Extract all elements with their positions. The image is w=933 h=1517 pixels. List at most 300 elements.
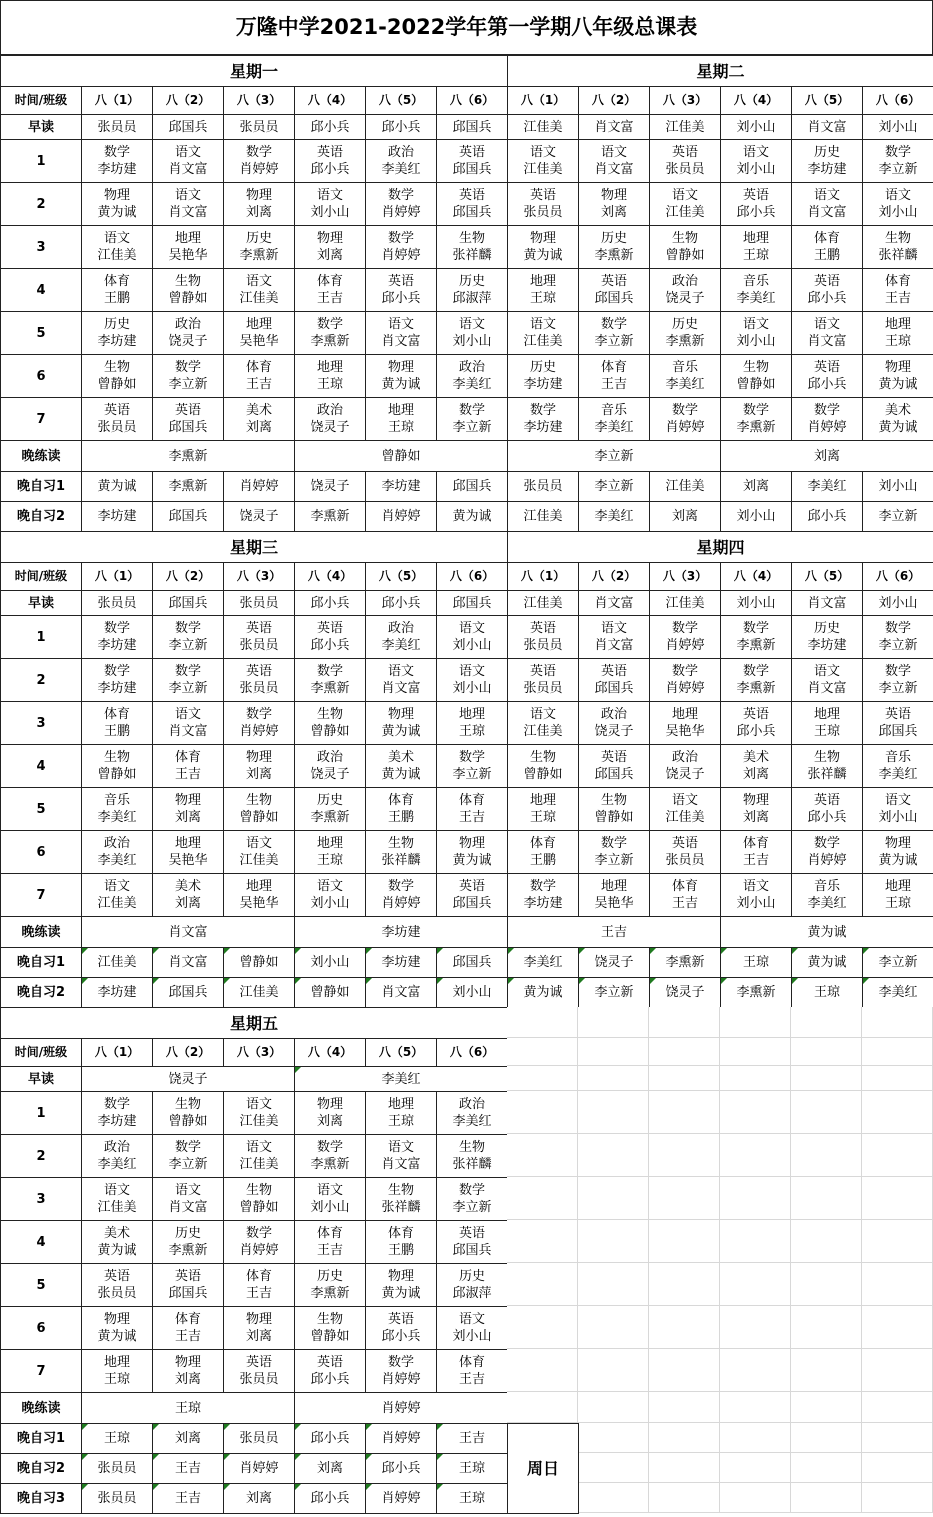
self-study-teacher-text: 饶灵子	[310, 479, 350, 494]
self-study-teacher	[294, 977, 366, 1008]
lesson-cell-subject: 物理	[529, 231, 556, 246]
lesson-cell-teacher: 邱小兵	[807, 291, 847, 306]
lesson-cell-subject: 英语	[529, 664, 556, 679]
self-study-teacher-text: 张员员	[97, 1461, 137, 1476]
lesson-cell-subject: 物理	[245, 750, 272, 765]
lesson-cell-teacher: 王琼	[316, 853, 343, 868]
lesson-cell-subject: 数学	[245, 1226, 272, 1241]
lesson-cell	[81, 268, 153, 312]
self-study-teacher-text: 黄为诚	[807, 955, 847, 970]
lesson-cell	[791, 787, 863, 831]
lesson-cell-teacher: 张祥麟	[878, 248, 918, 263]
lesson-cell-subject: 地理	[316, 360, 343, 375]
lesson-cell-subject: 体育	[174, 1312, 201, 1327]
self-study-teacher-text: 饶灵子	[594, 955, 634, 970]
lesson-cell-subject: 地理	[742, 231, 769, 246]
lesson-cell	[294, 873, 366, 917]
lesson-cell-subject: 语文	[742, 879, 769, 894]
lesson-cell-teacher: 王琼	[884, 896, 911, 911]
early-reading-teacher-text: 邱国兵	[168, 595, 208, 611]
lesson-cell-teacher: 黄为诚	[452, 853, 492, 868]
lesson-cell-subject: 地理	[813, 707, 840, 722]
lesson-cell-subject: 语文	[884, 188, 911, 203]
lesson-cell-teacher: 李坊建	[807, 162, 847, 177]
lesson-cell-subject: 数学	[813, 836, 840, 851]
lesson-cell	[81, 830, 153, 874]
lesson-cell-teacher: 刘离	[742, 767, 769, 782]
lesson-cell-subject: 地理	[884, 879, 911, 894]
lesson-cell-teacher: 邱小兵	[381, 1329, 421, 1344]
lesson-cell	[152, 182, 224, 226]
lesson-cell-subject: 英语	[600, 274, 627, 289]
lesson-cell-teacher: 曾静如	[239, 810, 279, 825]
self-study-teacher-text: 邱国兵	[168, 985, 208, 1000]
lesson-cell	[152, 139, 224, 183]
lesson-cell	[649, 744, 721, 788]
class-header	[507, 562, 579, 591]
self-study-teacher-text: 李立新	[878, 955, 918, 970]
class-header-text: 八（3）	[236, 93, 282, 107]
lesson-cell-subject: 语文	[529, 317, 556, 332]
period-label-text: 3	[36, 715, 46, 731]
empty-grid-cell	[507, 1220, 578, 1263]
lesson-cell	[223, 701, 295, 745]
lesson-cell-teacher: 刘离	[174, 810, 201, 825]
empty-grid-cell	[862, 1134, 933, 1177]
self-study-teacher	[365, 1453, 437, 1484]
empty-grid-cell	[791, 1177, 862, 1220]
lesson-cell-subject: 数学	[174, 360, 201, 375]
lesson-cell	[223, 1134, 295, 1178]
lesson-cell-teacher: 饶灵子	[665, 767, 705, 782]
lesson-cell-teacher: 肖文富	[168, 1200, 208, 1215]
empty-grid-cell	[578, 1392, 649, 1423]
lesson-cell	[365, 182, 437, 226]
self-study-teacher-text: 张员员	[523, 479, 563, 494]
lesson-cell	[294, 701, 366, 745]
lesson-cell	[649, 225, 721, 269]
self-study-teacher	[436, 471, 508, 502]
lesson-cell-subject: 历史	[813, 621, 840, 636]
self-study-teacher-text: 李坊建	[97, 985, 137, 1000]
lesson-cell-teacher: 饶灵子	[310, 420, 350, 435]
lesson-cell-subject: 生物	[174, 1097, 201, 1112]
lesson-cell-subject: 物理	[103, 1312, 130, 1327]
lesson-cell	[720, 354, 792, 398]
lesson-cell	[578, 225, 650, 269]
early-reading-teacher-text: 肖文富	[594, 119, 634, 135]
row-label-early-text: 早读	[27, 119, 54, 135]
period-label	[0, 225, 82, 269]
lesson-cell-subject: 语文	[174, 188, 201, 203]
lesson-cell-subject: 语文	[600, 621, 627, 636]
lesson-cell-subject: 英语	[458, 879, 485, 894]
lesson-cell-teacher: 曾静如	[594, 810, 634, 825]
lesson-cell-subject: 物理	[316, 231, 343, 246]
lesson-cell	[649, 701, 721, 745]
lesson-cell-subject: 物理	[742, 793, 769, 808]
lesson-cell-subject: 数学	[884, 664, 911, 679]
empty-grid-cell	[649, 1177, 720, 1220]
lesson-cell-teacher: 肖文富	[168, 162, 208, 177]
lesson-cell-teacher: 刘离	[245, 1329, 272, 1344]
class-header	[720, 562, 792, 591]
lesson-cell	[223, 268, 295, 312]
self-study-teacher	[578, 501, 650, 532]
lesson-cell	[223, 658, 295, 702]
lesson-cell-subject: 体育	[316, 1226, 343, 1241]
lesson-cell	[507, 873, 579, 917]
class-header-text: 八（5）	[804, 93, 850, 107]
self-study-teacher-text: 李立新	[594, 479, 634, 494]
lesson-cell-subject: 数学	[245, 707, 272, 722]
lesson-cell-teacher: 李熏新	[168, 1243, 208, 1258]
lesson-cell	[436, 311, 508, 355]
lesson-cell-subject: 数学	[600, 317, 627, 332]
day-header	[0, 55, 508, 87]
lesson-cell-teacher: 王琼	[387, 1114, 414, 1129]
lesson-cell-teacher: 张员员	[665, 853, 705, 868]
self-study-teacher-text: 刘离	[316, 1461, 343, 1476]
lesson-cell-teacher: 刘小山	[452, 334, 492, 349]
lesson-cell	[223, 787, 295, 831]
self-study-teacher	[81, 1423, 153, 1454]
lesson-cell	[152, 1091, 224, 1135]
self-study-teacher-text: 王琼	[458, 1461, 485, 1476]
early-reading-teacher	[862, 590, 933, 616]
lesson-cell-subject: 体育	[316, 274, 343, 289]
lesson-cell-subject: 体育	[742, 836, 769, 851]
self-study-teacher	[223, 1453, 295, 1484]
empty-grid-cell	[649, 1134, 720, 1177]
lesson-cell	[223, 1091, 295, 1135]
lesson-cell-teacher: 李熏新	[310, 334, 350, 349]
lesson-cell-subject: 地理	[529, 793, 556, 808]
lesson-cell-teacher: 李坊建	[97, 162, 137, 177]
lesson-cell-teacher: 张祥麟	[381, 1200, 421, 1215]
period-label	[0, 354, 82, 398]
lesson-cell	[436, 744, 508, 788]
lesson-cell-subject: 数学	[458, 403, 485, 418]
lesson-cell-teacher: 张祥麟	[452, 248, 492, 263]
lesson-cell-subject: 体育	[529, 836, 556, 851]
empty-grid-cell	[507, 1134, 578, 1177]
lesson-cell	[791, 701, 863, 745]
lesson-cell	[649, 311, 721, 355]
period-label	[0, 1134, 82, 1178]
lesson-cell	[720, 744, 792, 788]
lesson-cell-teacher: 曾静如	[97, 377, 137, 392]
empty-grid-cell	[791, 1349, 862, 1392]
period-label-text: 5	[36, 325, 46, 341]
class-header-text: 八（4）	[307, 93, 353, 107]
period-label	[0, 397, 82, 441]
self-study-teacher	[791, 947, 863, 978]
class-header	[223, 1038, 295, 1067]
early-reading-teacher-text: 李美红	[381, 1071, 421, 1087]
empty-grid-cell	[791, 1423, 862, 1453]
self-study-teacher-text: 黄为诚	[452, 509, 492, 524]
row-label-practice	[0, 1392, 82, 1424]
early-reading-teacher	[791, 114, 863, 140]
lesson-cell	[436, 1220, 508, 1264]
row-label-study1-text: 晚自习1	[16, 955, 66, 970]
lesson-cell-subject: 政治	[671, 750, 698, 765]
lesson-cell	[294, 397, 366, 441]
time-class-label-text: 时间/班级	[14, 93, 68, 107]
early-reading-teacher-text: 肖文富	[807, 595, 847, 611]
lesson-cell-teacher: 王吉	[600, 377, 627, 392]
self-study-teacher	[152, 1453, 224, 1484]
lesson-cell-subject: 历史	[813, 145, 840, 160]
class-header	[862, 86, 933, 115]
lesson-cell-teacher: 李美红	[736, 291, 776, 306]
lesson-cell-teacher: 张员员	[665, 162, 705, 177]
lesson-cell	[862, 701, 933, 745]
evening-practice-teacher-text: 曾静如	[381, 448, 421, 464]
self-study-teacher-text: 邱小兵	[310, 1431, 350, 1446]
lesson-cell	[507, 701, 579, 745]
lesson-cell	[81, 744, 153, 788]
lesson-cell	[365, 268, 437, 312]
early-reading-teacher-text: 张员员	[97, 595, 137, 611]
lesson-cell-teacher: 邱国兵	[168, 1286, 208, 1301]
lesson-cell	[720, 830, 792, 874]
self-study-teacher	[152, 977, 224, 1008]
lesson-cell	[294, 139, 366, 183]
lesson-cell-teacher: 王吉	[316, 291, 343, 306]
evening-practice-teacher	[81, 916, 295, 948]
lesson-cell-subject: 物理	[458, 836, 485, 851]
empty-grid-cell	[862, 1306, 933, 1349]
lesson-cell-subject: 语文	[245, 836, 272, 851]
period-label	[0, 830, 82, 874]
lesson-cell-subject: 历史	[600, 231, 627, 246]
lesson-cell-teacher: 王琼	[103, 1372, 130, 1387]
lesson-cell-teacher: 王鹏	[387, 1243, 414, 1258]
lesson-cell-teacher: 刘离	[174, 896, 201, 911]
lesson-cell-teacher: 李美红	[381, 162, 421, 177]
self-study-teacher-text: 刘离	[245, 1491, 272, 1506]
empty-grid-cell	[791, 1453, 862, 1483]
lesson-cell-teacher: 王吉	[245, 377, 272, 392]
self-study-teacher	[81, 501, 153, 532]
early-reading-teacher	[507, 590, 579, 616]
period-label	[0, 701, 82, 745]
lesson-cell-subject: 数学	[458, 750, 485, 765]
lesson-cell	[791, 311, 863, 355]
class-header-text: 八（1）	[520, 93, 566, 107]
lesson-cell-teacher: 李美红	[452, 377, 492, 392]
class-header	[649, 86, 721, 115]
lesson-cell	[81, 787, 153, 831]
lesson-cell	[436, 873, 508, 917]
self-study-teacher	[649, 471, 721, 502]
evening-practice-teacher	[507, 916, 721, 948]
lesson-cell-subject: 数学	[387, 231, 414, 246]
lesson-cell-teacher: 王吉	[245, 1286, 272, 1301]
self-study-teacher	[294, 1453, 366, 1484]
lesson-cell	[365, 1349, 437, 1393]
period-label-text: 6	[36, 844, 46, 860]
lesson-cell	[436, 830, 508, 874]
lesson-cell-teacher: 邱国兵	[452, 896, 492, 911]
lesson-cell-teacher: 李坊建	[807, 638, 847, 653]
period-label	[0, 1220, 82, 1264]
lesson-cell-teacher: 李立新	[452, 1200, 492, 1215]
lesson-cell-teacher: 李立新	[878, 681, 918, 696]
lesson-cell-teacher: 李熏新	[736, 681, 776, 696]
lesson-cell-teacher: 王鹏	[529, 853, 556, 868]
evening-practice-teacher-text: 肖文富	[168, 924, 208, 940]
lesson-cell-teacher: 肖婷婷	[381, 896, 421, 911]
class-header	[436, 1038, 508, 1067]
lesson-cell	[649, 397, 721, 441]
lesson-cell	[436, 1306, 508, 1350]
lesson-cell	[791, 397, 863, 441]
lesson-cell	[436, 615, 508, 659]
lesson-cell	[649, 139, 721, 183]
early-reading-teacher	[365, 114, 437, 140]
empty-grid-cell	[862, 1453, 933, 1483]
lesson-cell-subject: 历史	[316, 793, 343, 808]
lesson-cell-subject: 生物	[742, 360, 769, 375]
class-header	[507, 86, 579, 115]
lesson-cell	[862, 397, 933, 441]
period-label	[0, 615, 82, 659]
self-study-teacher	[294, 1483, 366, 1514]
lesson-cell	[152, 354, 224, 398]
lesson-cell-subject: 英语	[458, 145, 485, 160]
lesson-cell	[294, 1134, 366, 1178]
row-label-study1	[0, 471, 82, 502]
lesson-cell-teacher: 刘小山	[736, 334, 776, 349]
self-study-teacher-text: 李熏新	[736, 985, 776, 1000]
lesson-cell	[507, 658, 579, 702]
self-study-teacher-text: 曾静如	[310, 985, 350, 1000]
lesson-cell	[223, 873, 295, 917]
lesson-cell-subject: 语文	[245, 274, 272, 289]
self-study-teacher	[862, 947, 933, 978]
lesson-cell	[152, 744, 224, 788]
lesson-cell-teacher: 江佳美	[97, 1200, 137, 1215]
lesson-cell-subject: 地理	[600, 879, 627, 894]
lesson-cell-teacher: 邱国兵	[594, 681, 634, 696]
lesson-cell-teacher: 张员员	[523, 205, 563, 220]
lesson-cell-subject: 体育	[103, 707, 130, 722]
class-header	[720, 86, 792, 115]
self-study-teacher-text: 王吉	[174, 1491, 201, 1506]
early-reading-teacher	[294, 114, 366, 140]
lesson-cell	[862, 615, 933, 659]
period-label-text: 7	[36, 1363, 46, 1379]
class-header	[436, 562, 508, 591]
period-label	[0, 139, 82, 183]
lesson-cell-teacher: 邱小兵	[310, 638, 350, 653]
lesson-cell	[152, 701, 224, 745]
lesson-cell-teacher: 黄为诚	[878, 853, 918, 868]
lesson-cell-teacher: 曾静如	[523, 767, 563, 782]
self-study-teacher-text: 肖婷婷	[381, 1431, 421, 1446]
lesson-cell	[507, 225, 579, 269]
evening-practice-teacher-text: 王吉	[600, 924, 627, 940]
lesson-cell	[436, 1091, 508, 1135]
lesson-cell	[81, 1177, 153, 1221]
class-header	[365, 1038, 437, 1067]
lesson-cell-subject: 生物	[884, 231, 911, 246]
self-study-teacher-text: 李美红	[594, 509, 634, 524]
time-class-label	[0, 86, 82, 115]
self-study-teacher	[649, 977, 721, 1008]
lesson-cell	[294, 658, 366, 702]
empty-grid-cell	[720, 1453, 791, 1483]
lesson-cell-teacher: 刘小山	[310, 1200, 350, 1215]
lesson-cell-teacher: 邱淑萍	[452, 291, 492, 306]
empty-grid-cell	[791, 1066, 862, 1091]
early-reading-teacher-text: 刘小山	[736, 119, 776, 135]
lesson-cell	[152, 1306, 224, 1350]
lesson-cell-teacher: 吴艳华	[239, 896, 279, 911]
early-reading-teacher	[152, 114, 224, 140]
period-label-text: 5	[36, 801, 46, 817]
lesson-cell-teacher: 李美红	[594, 420, 634, 435]
day-header	[507, 531, 933, 563]
lesson-cell-teacher: 李熏新	[736, 638, 776, 653]
empty-grid-cell	[720, 1423, 791, 1453]
lesson-cell-subject: 体育	[813, 231, 840, 246]
lesson-cell-subject: 英语	[103, 1269, 130, 1284]
lesson-cell-teacher: 刘离	[742, 810, 769, 825]
lesson-cell-subject: 数学	[600, 836, 627, 851]
lesson-cell-teacher: 肖文富	[594, 162, 634, 177]
lesson-cell-subject: 地理	[103, 1355, 130, 1370]
class-header	[862, 562, 933, 591]
lesson-cell-teacher: 刘小山	[736, 896, 776, 911]
lesson-cell-subject: 物理	[103, 188, 130, 203]
lesson-cell-subject: 数学	[316, 1140, 343, 1155]
row-label-study2-text: 晚自习2	[16, 509, 66, 524]
lesson-cell-subject: 生物	[387, 1183, 414, 1198]
self-study-teacher-text: 刘离	[174, 1431, 201, 1446]
self-study-teacher	[649, 947, 721, 978]
lesson-cell	[152, 268, 224, 312]
lesson-cell	[365, 311, 437, 355]
class-header-text: 八（4）	[307, 1045, 353, 1059]
self-study-teacher	[507, 977, 579, 1008]
self-study-teacher-text: 李美红	[878, 985, 918, 1000]
lesson-cell	[365, 225, 437, 269]
period-label-text: 3	[36, 1191, 46, 1207]
lesson-cell-teacher: 肖文富	[807, 205, 847, 220]
self-study-teacher-text: 李美红	[807, 479, 847, 494]
early-reading-teacher-text: 张员员	[239, 119, 279, 135]
lesson-cell	[578, 311, 650, 355]
lesson-cell	[862, 139, 933, 183]
lesson-cell-subject: 物理	[387, 360, 414, 375]
period-label-text: 4	[36, 1234, 46, 1250]
period-label-text: 1	[36, 153, 46, 169]
lesson-cell-subject: 语文	[103, 231, 130, 246]
early-reading-teacher	[152, 590, 224, 616]
self-study-teacher-text: 邱国兵	[452, 955, 492, 970]
lesson-cell	[365, 701, 437, 745]
lesson-cell-subject: 语文	[245, 1140, 272, 1155]
lesson-cell-teacher: 江佳美	[97, 896, 137, 911]
lesson-cell-teacher: 刘离	[174, 1372, 201, 1387]
self-study-teacher-text: 张员员	[239, 1431, 279, 1446]
lesson-cell-subject: 生物	[245, 793, 272, 808]
empty-grid-cell	[649, 1392, 720, 1423]
